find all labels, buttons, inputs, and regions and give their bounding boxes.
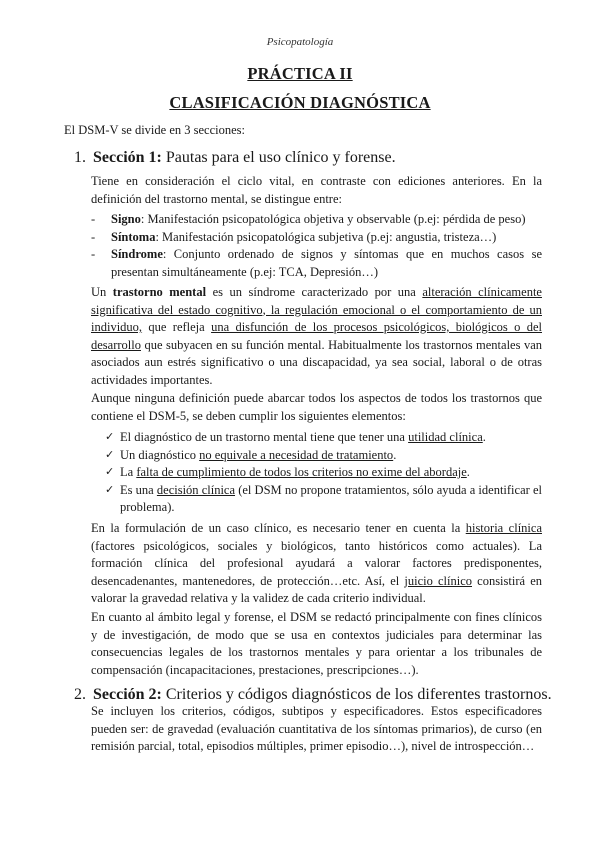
running-header: Psicopatología: [266, 36, 334, 48]
section2-title: Criterios y códigos diagnósticos de los diferentes trastornos.: [161, 686, 552, 703]
intro-text: El DSM-V se divide en 3 secciones:: [64, 123, 245, 137]
check-icon: ✓: [105, 483, 115, 496]
list-item-sintoma: - Síntoma: Manifestación psicopatológica subjetiva (p.ej: angustia, tristeza…): [91, 229, 542, 247]
check-icon: ✓: [105, 431, 115, 443]
section1-label: Sección 1:: [93, 149, 162, 166]
section1-para1: Tiene en consideración el ciclo vital, en contraste con ediciones anteriores. En la definición del trastorno mental, se distingue entre:: [91, 174, 542, 206]
check-icon: ✓: [105, 448, 115, 461]
title-clasificacion: CLASIFICACIÓN DIAGNÓSTICA: [169, 93, 431, 112]
section2-number: 2.: [74, 686, 86, 703]
check-item: ✓ El diagnóstico de un trastorno mental tiene que tener una utilidad clínica.: [105, 429, 542, 447]
dash-marker: -: [91, 247, 96, 261]
check-icon: ✓: [105, 466, 115, 478]
section2-label: Sección 2:: [93, 686, 162, 703]
definition-list: [91, 211, 542, 281]
check-item: ✓ Un diagnóstico no equivale a necesidad de tratamiento.: [105, 447, 542, 465]
section1-para3: Aunque ninguna definición puede abarcar todos los aspectos de todos los trastornos que contiene el DSM-5, se deben cumplir los siguientes elementos:: [91, 391, 542, 423]
dash-marker: -: [91, 212, 96, 226]
check-item: ✓ Es una decisión clínica (el DSM no propone tratamientos, sólo ayuda a identificar el problema).: [105, 482, 542, 514]
section1-title: Pautas para el uso clínico y forense.: [161, 149, 396, 166]
section1-para2: Un trastorno mental es un síndrome caracterizado por una alteración clínicamente significativa del estado cognitivo, la regulación emocional o el comportamiento de un individuo, que refleja una disfunción de los procesos psicológicos, biológicos o del desarrollo que subyacen en su función mental. Habitualmente los trastornos mentales van asociados aun estrés significativo o una discapacidad, ya sea social, laboral o de otras actividades importantes.: [91, 285, 542, 387]
title-practica: PRÁCTICA II: [247, 64, 353, 83]
list-item-signo: - Signo: Manifestación psicopatológica objetiva y observable (p.ej: pérdida de peso): [91, 211, 542, 229]
check-item: ✓ La falta de cumplimiento de todos los criterios no exime del abordaje.: [105, 464, 542, 482]
section1-para4: En la formulación de un caso clínico, es necesario tener en cuenta la historia clínica (factores psicológicos, sociales y biológicos, tanto históricos como actuales). La formación clínica del profesional ayudará a valorar factores predisponentes, desencadenantes, mantenedores, de protección…etc. Así, el juicio clínico consistirá en valorar la gravedad relativa y la validez de cada criterio individual.: [91, 521, 542, 605]
dash-marker: -: [91, 229, 96, 244]
section1-number: 1.: [74, 149, 86, 166]
section1-para5: En cuanto al ámbito legal y forense, el DSM se redactó principalmente con fines clínicos y de investigación, de modo que se usa en contextos judiciales para determinar las consecuencias legales de los trastornos mentales y para orientar a los tribunales de compensación (incapacitaciones, prestaciones, prescripciones…).: [91, 610, 542, 677]
list-item-sindrome: - Síndrome: Conjunto ordenado de signos y síntomas que en muchos casos se presentan simultáneamente (p.ej: TCA, Depresión…): [91, 247, 542, 279]
section2-para1: Se incluyen los criterios, códigos, subtipos y especificadores. Estos especificadores pueden ser: de gravedad (evaluación cuantitativa de los síntomas primarios), de curso (en remisión parcial, total, episodios múltiples, primer episodio…), nivel de introspección…: [91, 704, 542, 753]
checklist: [105, 429, 542, 517]
